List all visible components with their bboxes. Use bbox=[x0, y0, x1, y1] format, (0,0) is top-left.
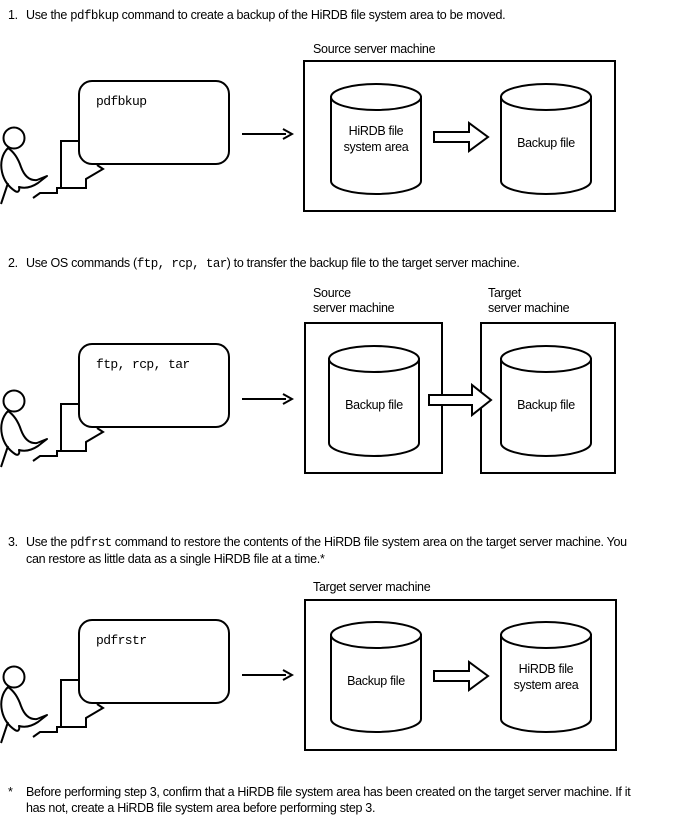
flow-arrow-icon bbox=[242, 127, 294, 141]
hirdb-file-system-area-cylinder bbox=[330, 83, 422, 195]
backup-file-cylinder bbox=[500, 83, 592, 195]
cylinder-label bbox=[330, 123, 422, 155]
step-2-text-pre: Use OS commands ( bbox=[26, 256, 137, 270]
footnote-text: Before performing step 3, confirm that a HiRDB file system area has been created on the target server machine. If it has not, create a HiRDB file system area before performing step 3. bbox=[26, 785, 631, 815]
machine-label-line: server machine bbox=[488, 301, 570, 315]
cylinder-label-line: HiRDB file bbox=[348, 124, 404, 138]
cylinder-label-line: Backup file bbox=[347, 674, 405, 688]
cylinder-label bbox=[330, 673, 422, 689]
operator-at-terminal-icon bbox=[0, 664, 110, 744]
cylinder-label bbox=[500, 135, 592, 151]
bubble-command-step-1: pdfbkup bbox=[96, 94, 147, 109]
cylinder-label-line: system area bbox=[343, 140, 409, 154]
cylinder-label bbox=[500, 661, 592, 693]
cylinder-label-line: HiRDB file bbox=[518, 662, 574, 676]
machine-label-target-2 bbox=[488, 286, 569, 316]
step-1-heading bbox=[8, 7, 630, 24]
operator-at-terminal-icon bbox=[0, 388, 110, 468]
step-3-number: 3. bbox=[8, 535, 18, 549]
cylinder-label-line: Backup file bbox=[517, 136, 575, 150]
operator-at-terminal-icon bbox=[0, 125, 110, 205]
step-3-text-post: command to restore the contents of the HiRDB file system area on the target server machine. You can restore as little data as a single HiRDB file at a time.* bbox=[26, 535, 627, 566]
step-3-heading bbox=[8, 534, 630, 567]
bubble-command-step-3: pdfrstr bbox=[96, 633, 147, 648]
footnote bbox=[8, 784, 646, 816]
block-arrow-icon bbox=[433, 121, 490, 153]
step-2-heading bbox=[8, 255, 630, 272]
cylinder-label bbox=[328, 397, 420, 413]
flow-arrow-icon bbox=[242, 392, 294, 406]
block-arrow-icon bbox=[433, 660, 490, 692]
step-1-number: 1. bbox=[8, 8, 18, 22]
machine-label-line: Target server machine bbox=[313, 580, 431, 594]
machine-label-source-1 bbox=[313, 42, 435, 57]
cylinder-label-line: Backup file bbox=[517, 398, 575, 412]
backup-file-cylinder bbox=[328, 345, 420, 457]
step-2-number: 2. bbox=[8, 256, 18, 270]
step-3-text-pre: Use the bbox=[26, 535, 71, 549]
machine-label-line: server machine bbox=[313, 301, 395, 315]
cylinder-label-line: system area bbox=[513, 678, 579, 692]
machine-label-line: Source server machine bbox=[313, 42, 436, 56]
machine-label-source-2 bbox=[313, 286, 394, 316]
machine-label-line: Source bbox=[313, 286, 351, 300]
hirdb-file-system-area-cylinder bbox=[500, 621, 592, 733]
cylinder-label-line: Backup file bbox=[345, 398, 403, 412]
footnote-marker: * bbox=[8, 785, 13, 799]
step-1-text-pre: Use the bbox=[26, 8, 71, 22]
step-1-text-post: command to create a backup of the HiRDB file system area to be moved. bbox=[118, 8, 506, 22]
step-1-command-name: pdfbkup bbox=[70, 9, 119, 23]
machine-label-target-3 bbox=[313, 580, 430, 595]
cylinder-label bbox=[500, 397, 592, 413]
step-2-text-post: ) to transfer the backup file to the target server machine. bbox=[226, 256, 520, 270]
flow-arrow-icon bbox=[242, 668, 294, 682]
step-2-command-name: ftp, rcp, tar bbox=[136, 257, 227, 271]
step-3-command-name: pdfrst bbox=[70, 536, 112, 550]
block-arrow-icon bbox=[428, 382, 493, 418]
backup-file-cylinder bbox=[330, 621, 422, 733]
backup-file-cylinder bbox=[500, 345, 592, 457]
bubble-command-step-2: ftp, rcp, tar bbox=[96, 357, 190, 372]
machine-label-line: Target bbox=[488, 286, 521, 300]
